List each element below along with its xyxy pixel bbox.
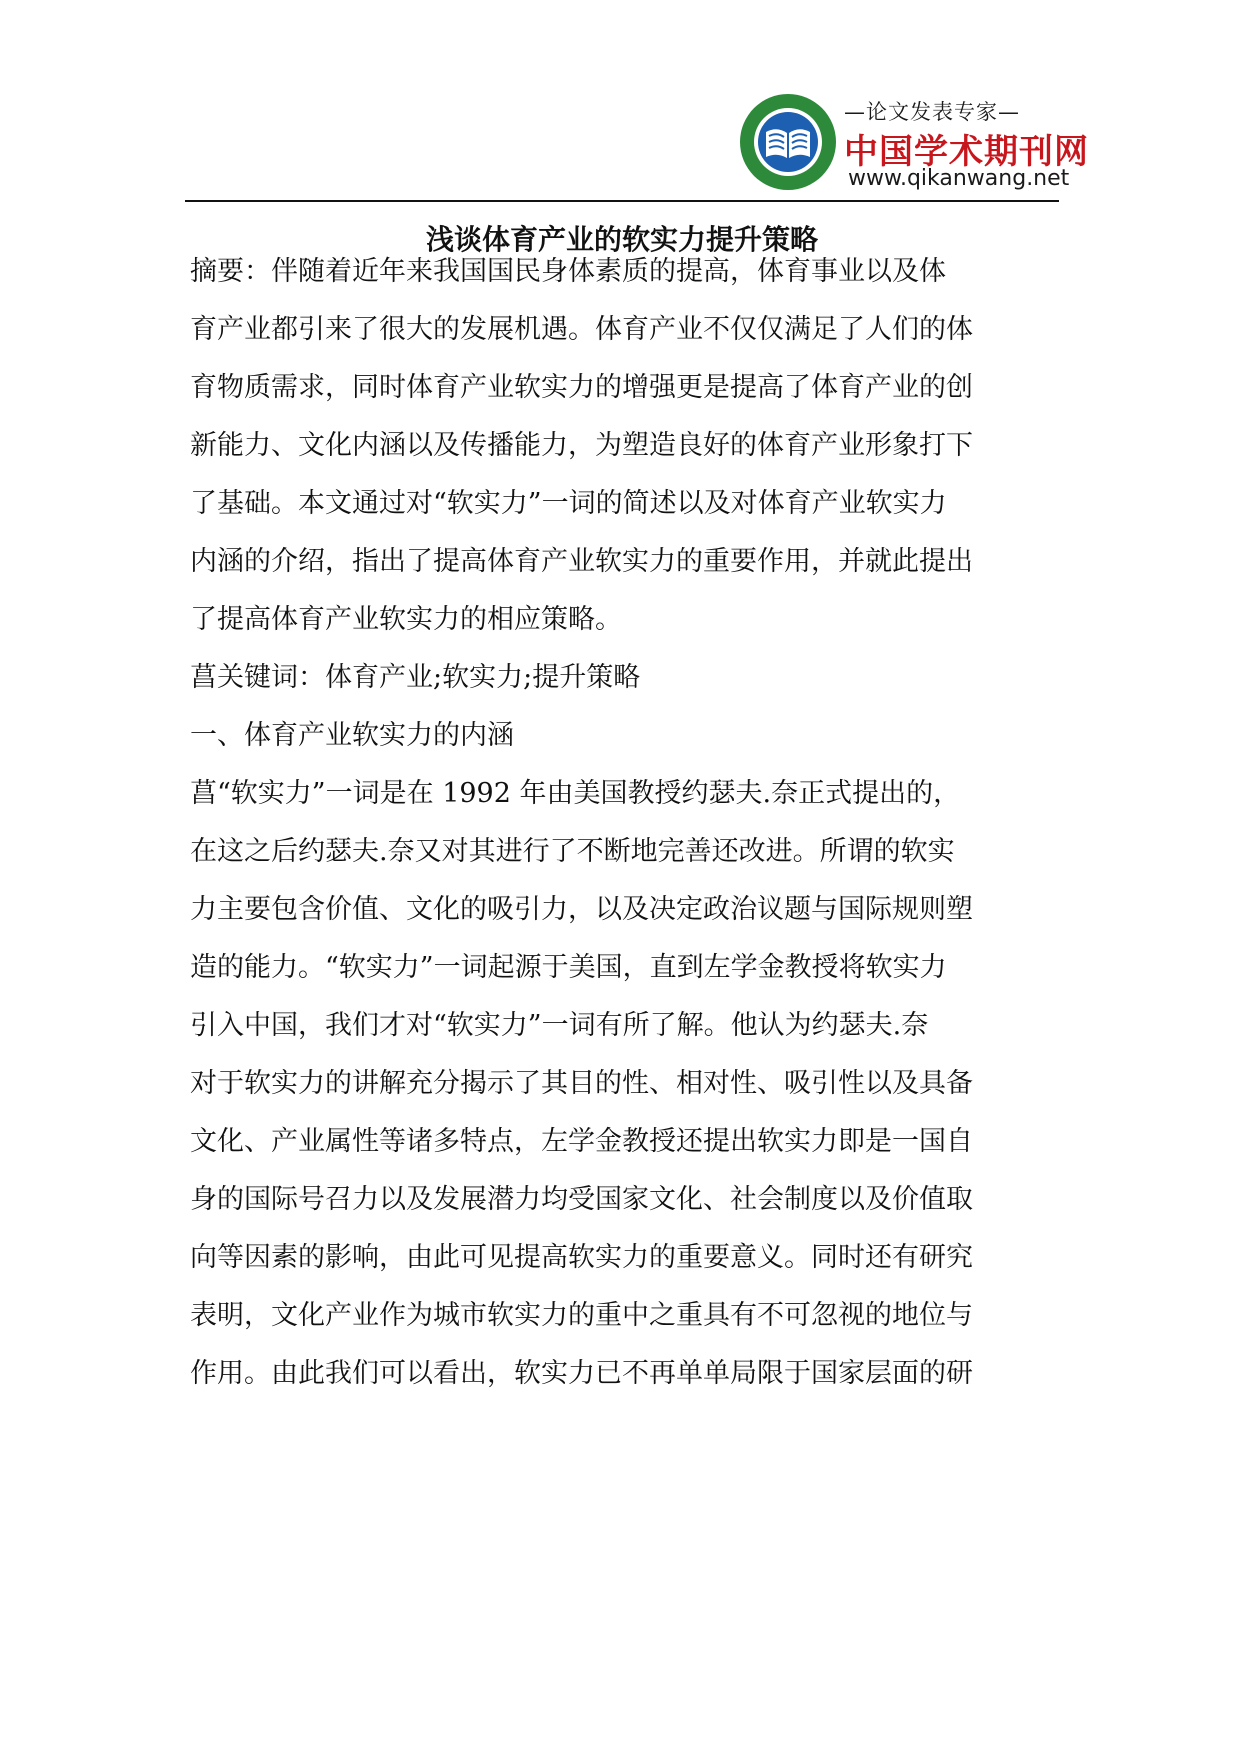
section-heading: 一、体育产业软实力的内涵 [190, 720, 514, 751]
text-line: 内涵的介绍，指出了提高体育产业软实力的重要作用，并就此提出 [190, 546, 973, 577]
text-line: 表明，文化产业作为城市软实力的重中之重具有不可忽视的地位与 [190, 1300, 973, 1331]
text-line: 菖“软实力”一词是在 1992 年由美国教授约瑟夫.奈正式提出的， [190, 778, 961, 809]
header-divider [185, 200, 1059, 202]
text-line: 身的国际号召力以及发展潜力均受国家文化、社会制度以及价值取 [190, 1184, 973, 1215]
text-line: 造的能力。“软实力”一词起源于美国，直到左学金教授将软实力 [190, 952, 947, 983]
text-line: 了基础。本文通过对“软实力”一词的简述以及对体育产业软实力 [190, 488, 947, 519]
text-line: 力主要包含价值、文化的吸引力，以及决定政治议题与国际规则塑 [190, 894, 973, 925]
text-line: 摘要：伴随着近年来我国国民身体素质的提高，体育事业以及体 [190, 256, 946, 287]
text-line: 文化、产业属性等诸多特点，左学金教授还提出软实力即是一国自 [190, 1126, 973, 1157]
text-line: 育产业都引来了很大的发展机遇。体育产业不仅仅满足了人们的体 [190, 314, 973, 345]
seal-logo-icon [738, 92, 838, 192]
text-line: 引入中国，我们才对“软实力”一词有所了解。他认为约瑟夫.奈 [190, 1010, 929, 1041]
text-line: 作用。由此我们可以看出，软实力已不再单单局限于国家层面的研 [190, 1358, 973, 1389]
logo-brand-name: 中国学术期刊网 [844, 132, 1089, 172]
text-line: 在这之后约瑟夫.奈又对其进行了不断地完善还改进。所谓的软实 [190, 836, 955, 867]
keywords-line: 菖关键词：体育产业;软实力;提升策略 [190, 662, 641, 693]
logo-url: www.qikanwang.net [848, 166, 1070, 191]
text-line: 新能力、文化内涵以及传播能力，为塑造良好的体育产业形象打下 [190, 430, 973, 461]
text-line: 向等因素的影响，由此可见提高软实力的重要意义。同时还有研究 [190, 1242, 973, 1273]
text-line: 对于软实力的讲解充分揭示了其目的性、相对性、吸引性以及具备 [190, 1068, 973, 1099]
document-title: 浅谈体育产业的软实力提升策略 [425, 223, 818, 256]
site-logo [738, 92, 1089, 200]
text-line: 了提高体育产业软实力的相应策略。 [190, 604, 622, 635]
logo-slogan: —论文发表专家— [844, 100, 1020, 124]
text-line: 育物质需求，同时体育产业软实力的增强更是提高了体育产业的创 [190, 372, 973, 403]
